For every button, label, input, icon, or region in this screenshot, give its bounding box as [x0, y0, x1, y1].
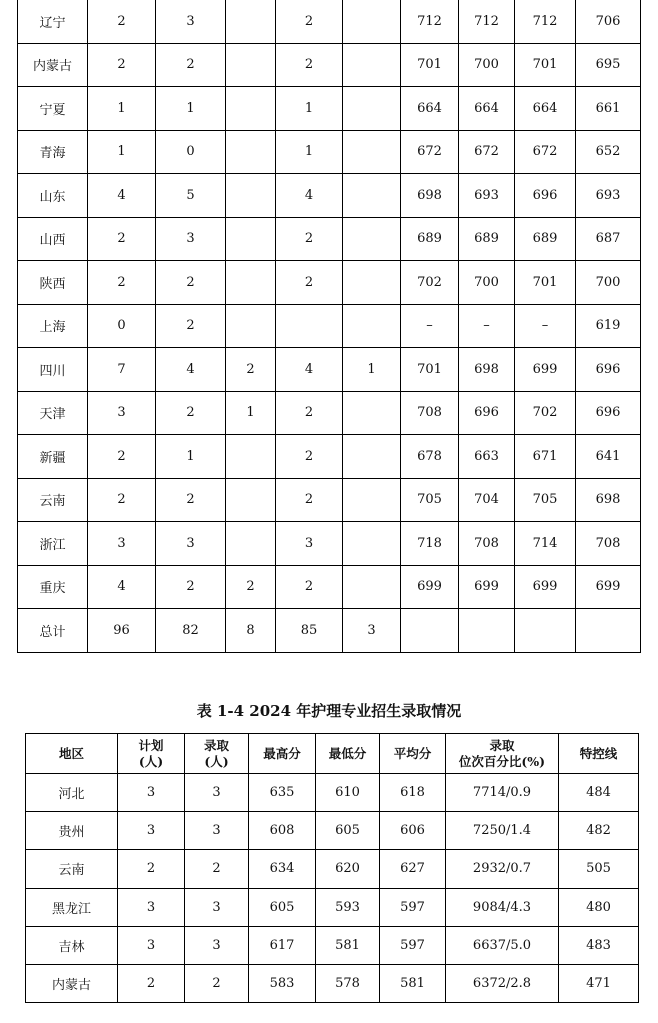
value-cell-s3: 701 — [515, 261, 576, 305]
value-cell-c2: 2 — [156, 478, 226, 522]
value-cell-s3: 701 — [515, 43, 576, 87]
table-row — [18, 261, 641, 305]
value-cell-c5 — [343, 174, 401, 218]
plan-cell: 2 — [118, 964, 185, 1002]
nursing-table-body — [26, 774, 639, 1003]
table-row — [18, 565, 641, 609]
value-cell-s2: 712 — [459, 0, 515, 43]
value-cell-s3: 671 — [515, 435, 576, 479]
plan-cell: 3 — [118, 774, 185, 812]
value-cell-s3: 702 — [515, 391, 576, 435]
min-cell: 581 — [316, 926, 380, 964]
min-cell: 610 — [316, 774, 380, 812]
value-cell-c1: 2 — [88, 43, 156, 87]
value-cell-s3: 699 — [515, 348, 576, 392]
value-cell-s2: 693 — [459, 174, 515, 218]
value-cell-s1: 689 — [401, 217, 459, 261]
avg-cell: 581 — [380, 964, 446, 1002]
value-cell-s2: 689 — [459, 217, 515, 261]
table-row — [26, 850, 639, 888]
value-cell-s1: 664 — [401, 87, 459, 131]
value-cell-s1: 712 — [401, 0, 459, 43]
value-cell-s2: 664 — [459, 87, 515, 131]
table-row — [18, 348, 641, 392]
value-cell-c3: 2 — [226, 348, 276, 392]
value-cell-s2: 700 — [459, 43, 515, 87]
value-cell-c5 — [343, 43, 401, 87]
value-cell-s2: 699 — [459, 565, 515, 609]
value-cell-c2: 82 — [156, 609, 226, 653]
value-cell-c5 — [343, 217, 401, 261]
plan-cell: 3 — [118, 888, 185, 926]
region-cell: 河北 — [26, 774, 118, 812]
max-cell: 635 — [249, 774, 316, 812]
line-cell: 505 — [559, 850, 639, 888]
header-plan — [118, 734, 185, 774]
value-cell-c3: 2 — [226, 565, 276, 609]
table-row — [18, 609, 641, 653]
value-cell-c5: 1 — [343, 348, 401, 392]
table-row — [18, 391, 641, 435]
value-cell-c4: 2 — [276, 478, 343, 522]
value-cell-s3: – — [515, 304, 576, 348]
table-row — [18, 435, 641, 479]
value-cell-c5 — [343, 87, 401, 131]
value-cell-c3 — [226, 522, 276, 566]
value-cell-c3 — [226, 0, 276, 43]
value-cell-c4: 1 — [276, 87, 343, 131]
region-cell: 总计 — [18, 609, 88, 653]
value-cell-c5 — [343, 565, 401, 609]
value-cell-c4: 2 — [276, 391, 343, 435]
value-cell-c1: 2 — [88, 0, 156, 43]
value-cell-c5 — [343, 522, 401, 566]
value-cell-c1: 0 — [88, 304, 156, 348]
region-cell: 四川 — [18, 348, 88, 392]
value-cell-s3: 696 — [515, 174, 576, 218]
value-cell-s2 — [459, 609, 515, 653]
value-cell-s4: 693 — [576, 174, 641, 218]
value-cell-s4: 652 — [576, 130, 641, 174]
value-cell-c3: 1 — [226, 391, 276, 435]
value-cell-s4: 699 — [576, 565, 641, 609]
value-cell-s2: 696 — [459, 391, 515, 435]
value-cell-s2: 672 — [459, 130, 515, 174]
region-cell: 青海 — [18, 130, 88, 174]
value-cell-s4: 641 — [576, 435, 641, 479]
value-cell-s4: 700 — [576, 261, 641, 305]
value-cell-c3 — [226, 130, 276, 174]
admit-cell: 3 — [185, 926, 249, 964]
value-cell-c3 — [226, 261, 276, 305]
line-cell: 483 — [559, 926, 639, 964]
rank-cell: 7714/0.9 — [446, 774, 559, 812]
value-cell-s3: 672 — [515, 130, 576, 174]
region-cell: 重庆 — [18, 565, 88, 609]
value-cell-s4: 695 — [576, 43, 641, 87]
region-cell: 辽宁 — [18, 0, 88, 43]
value-cell-c4: 2 — [276, 217, 343, 261]
admit-cell: 3 — [185, 888, 249, 926]
value-cell-s3: 714 — [515, 522, 576, 566]
value-cell-s4: 661 — [576, 87, 641, 131]
value-cell-s1: 705 — [401, 478, 459, 522]
region-cell: 黑龙江 — [26, 888, 118, 926]
value-cell-c5 — [343, 391, 401, 435]
header-plan-line2: (人) — [138, 753, 164, 769]
region-cell: 陕西 — [18, 261, 88, 305]
value-cell-c5 — [343, 130, 401, 174]
value-cell-s1: 701 — [401, 43, 459, 87]
avg-cell: 597 — [380, 888, 446, 926]
table-row — [26, 812, 639, 850]
value-cell-s4: 698 — [576, 478, 641, 522]
value-cell-s4: 696 — [576, 391, 641, 435]
region-cell: 浙江 — [18, 522, 88, 566]
admission-table-body — [18, 0, 641, 652]
value-cell-c3 — [226, 174, 276, 218]
value-cell-c4: 2 — [276, 565, 343, 609]
value-cell-c4: 4 — [276, 174, 343, 218]
value-cell-s4 — [576, 609, 641, 653]
line-cell: 482 — [559, 812, 639, 850]
value-cell-s4: 619 — [576, 304, 641, 348]
region-cell: 内蒙古 — [18, 43, 88, 87]
rank-cell: 6637/5.0 — [446, 926, 559, 964]
table-row — [18, 130, 641, 174]
region-cell: 吉林 — [26, 926, 118, 964]
value-cell-c1: 1 — [88, 87, 156, 131]
table-row — [26, 964, 639, 1002]
value-cell-c2: 3 — [156, 217, 226, 261]
header-control-line: 特控线 — [559, 734, 639, 774]
value-cell-c1: 2 — [88, 261, 156, 305]
value-cell-c2: 4 — [156, 348, 226, 392]
region-cell: 新疆 — [18, 435, 88, 479]
table-row — [18, 217, 641, 261]
header-min-score: 最低分 — [316, 734, 380, 774]
region-cell: 贵州 — [26, 812, 118, 850]
avg-cell: 618 — [380, 774, 446, 812]
min-cell: 605 — [316, 812, 380, 850]
value-cell-c4: 1 — [276, 130, 343, 174]
value-cell-c5: 3 — [343, 609, 401, 653]
avg-cell: 597 — [380, 926, 446, 964]
min-cell: 620 — [316, 850, 380, 888]
line-cell: 480 — [559, 888, 639, 926]
rank-cell: 6372/2.8 — [446, 964, 559, 1002]
table-row — [26, 926, 639, 964]
value-cell-s1 — [401, 609, 459, 653]
region-cell: 云南 — [18, 478, 88, 522]
value-cell-c4 — [276, 304, 343, 348]
header-rank — [446, 734, 559, 774]
region-cell: 山西 — [18, 217, 88, 261]
table-row — [26, 774, 639, 812]
value-cell-c1: 4 — [88, 174, 156, 218]
admit-cell: 3 — [185, 812, 249, 850]
value-cell-c4: 85 — [276, 609, 343, 653]
admit-cell: 2 — [185, 964, 249, 1002]
admit-cell: 3 — [185, 774, 249, 812]
value-cell-s3: 712 — [515, 0, 576, 43]
value-cell-c5 — [343, 0, 401, 43]
rank-cell: 7250/1.4 — [446, 812, 559, 850]
line-cell: 471 — [559, 964, 639, 1002]
value-cell-c5 — [343, 304, 401, 348]
value-cell-c3 — [226, 435, 276, 479]
table-row — [18, 0, 641, 43]
table-row — [26, 888, 639, 926]
value-cell-s4: 708 — [576, 522, 641, 566]
admit-cell: 2 — [185, 850, 249, 888]
value-cell-c3 — [226, 304, 276, 348]
table-row — [18, 522, 641, 566]
value-cell-s1: 702 — [401, 261, 459, 305]
header-row — [26, 734, 639, 774]
value-cell-s1: 708 — [401, 391, 459, 435]
value-cell-s4: 687 — [576, 217, 641, 261]
value-cell-s2: 700 — [459, 261, 515, 305]
table-row — [18, 43, 641, 87]
value-cell-c2: 3 — [156, 522, 226, 566]
region-cell: 内蒙古 — [26, 964, 118, 1002]
value-cell-c2: 5 — [156, 174, 226, 218]
value-cell-c5 — [343, 261, 401, 305]
region-cell: 云南 — [26, 850, 118, 888]
region-cell: 上海 — [18, 304, 88, 348]
plan-cell: 3 — [118, 926, 185, 964]
value-cell-c3: 8 — [226, 609, 276, 653]
avg-cell: 627 — [380, 850, 446, 888]
value-cell-c3 — [226, 478, 276, 522]
min-cell: 593 — [316, 888, 380, 926]
value-cell-c2: 3 — [156, 0, 226, 43]
table-row — [18, 87, 641, 131]
value-cell-c1: 1 — [88, 130, 156, 174]
header-plan-line1: 计划 — [138, 737, 164, 753]
value-cell-s3: 699 — [515, 565, 576, 609]
line-cell: 484 — [559, 774, 639, 812]
value-cell-c2: 2 — [156, 43, 226, 87]
value-cell-c5 — [343, 478, 401, 522]
max-cell: 608 — [249, 812, 316, 850]
value-cell-c4: 2 — [276, 43, 343, 87]
value-cell-s1: 699 — [401, 565, 459, 609]
max-cell: 634 — [249, 850, 316, 888]
value-cell-c4: 2 — [276, 435, 343, 479]
value-cell-c2: 2 — [156, 261, 226, 305]
header-admit-line2: (人) — [204, 753, 229, 769]
rank-cell: 9084/4.3 — [446, 888, 559, 926]
max-cell: 583 — [249, 964, 316, 1002]
value-cell-c3 — [226, 43, 276, 87]
min-cell: 578 — [316, 964, 380, 1002]
plan-cell: 3 — [118, 812, 185, 850]
table-row — [18, 174, 641, 218]
region-cell: 山东 — [18, 174, 88, 218]
header-rank-line2: 位次百分比(%) — [458, 753, 546, 769]
value-cell-s3: 705 — [515, 478, 576, 522]
value-cell-s1: 718 — [401, 522, 459, 566]
value-cell-s1: 678 — [401, 435, 459, 479]
value-cell-c2: 1 — [156, 87, 226, 131]
admission-table-continued — [17, 0, 641, 653]
value-cell-c1: 4 — [88, 565, 156, 609]
value-cell-c2: 2 — [156, 565, 226, 609]
table-row — [18, 478, 641, 522]
value-cell-c5 — [343, 435, 401, 479]
header-admit — [185, 734, 249, 774]
value-cell-c4: 3 — [276, 522, 343, 566]
table-row — [18, 304, 641, 348]
value-cell-s4: 696 — [576, 348, 641, 392]
value-cell-c4: 4 — [276, 348, 343, 392]
value-cell-c1: 2 — [88, 217, 156, 261]
value-cell-s2: 708 — [459, 522, 515, 566]
value-cell-s4: 706 — [576, 0, 641, 43]
max-cell: 605 — [249, 888, 316, 926]
value-cell-c2: 0 — [156, 130, 226, 174]
header-rank-line1: 录取 — [489, 737, 515, 753]
value-cell-c1: 2 — [88, 435, 156, 479]
value-cell-c4: 2 — [276, 0, 343, 43]
region-cell: 天津 — [18, 391, 88, 435]
value-cell-c1: 96 — [88, 609, 156, 653]
header-admit-line1: 录取 — [203, 737, 229, 753]
value-cell-c1: 3 — [88, 391, 156, 435]
value-cell-s1: 672 — [401, 130, 459, 174]
header-region: 地区 — [26, 734, 118, 774]
value-cell-s2: 704 — [459, 478, 515, 522]
value-cell-s1: 698 — [401, 174, 459, 218]
value-cell-c4: 2 — [276, 261, 343, 305]
rank-cell: 2932/0.7 — [446, 850, 559, 888]
value-cell-c2: 2 — [156, 304, 226, 348]
value-cell-s3 — [515, 609, 576, 653]
value-cell-c1: 2 — [88, 478, 156, 522]
value-cell-c3 — [226, 87, 276, 131]
max-cell: 617 — [249, 926, 316, 964]
header-max-score: 最高分 — [249, 734, 316, 774]
value-cell-c2: 1 — [156, 435, 226, 479]
value-cell-s3: 664 — [515, 87, 576, 131]
value-cell-s1: 701 — [401, 348, 459, 392]
region-cell: 宁夏 — [18, 87, 88, 131]
value-cell-s2: 663 — [459, 435, 515, 479]
value-cell-c1: 7 — [88, 348, 156, 392]
value-cell-s3: 689 — [515, 217, 576, 261]
value-cell-c1: 3 — [88, 522, 156, 566]
table-title: 表 1-4 2024 年护理专业招生录取情况 — [196, 702, 462, 720]
value-cell-s2: – — [459, 304, 515, 348]
value-cell-s1: – — [401, 304, 459, 348]
nursing-admission-table — [25, 733, 639, 1003]
header-avg-score: 平均分 — [380, 734, 446, 774]
value-cell-c2: 2 — [156, 391, 226, 435]
plan-cell: 2 — [118, 850, 185, 888]
value-cell-s2: 698 — [459, 348, 515, 392]
avg-cell: 606 — [380, 812, 446, 850]
value-cell-c3 — [226, 217, 276, 261]
